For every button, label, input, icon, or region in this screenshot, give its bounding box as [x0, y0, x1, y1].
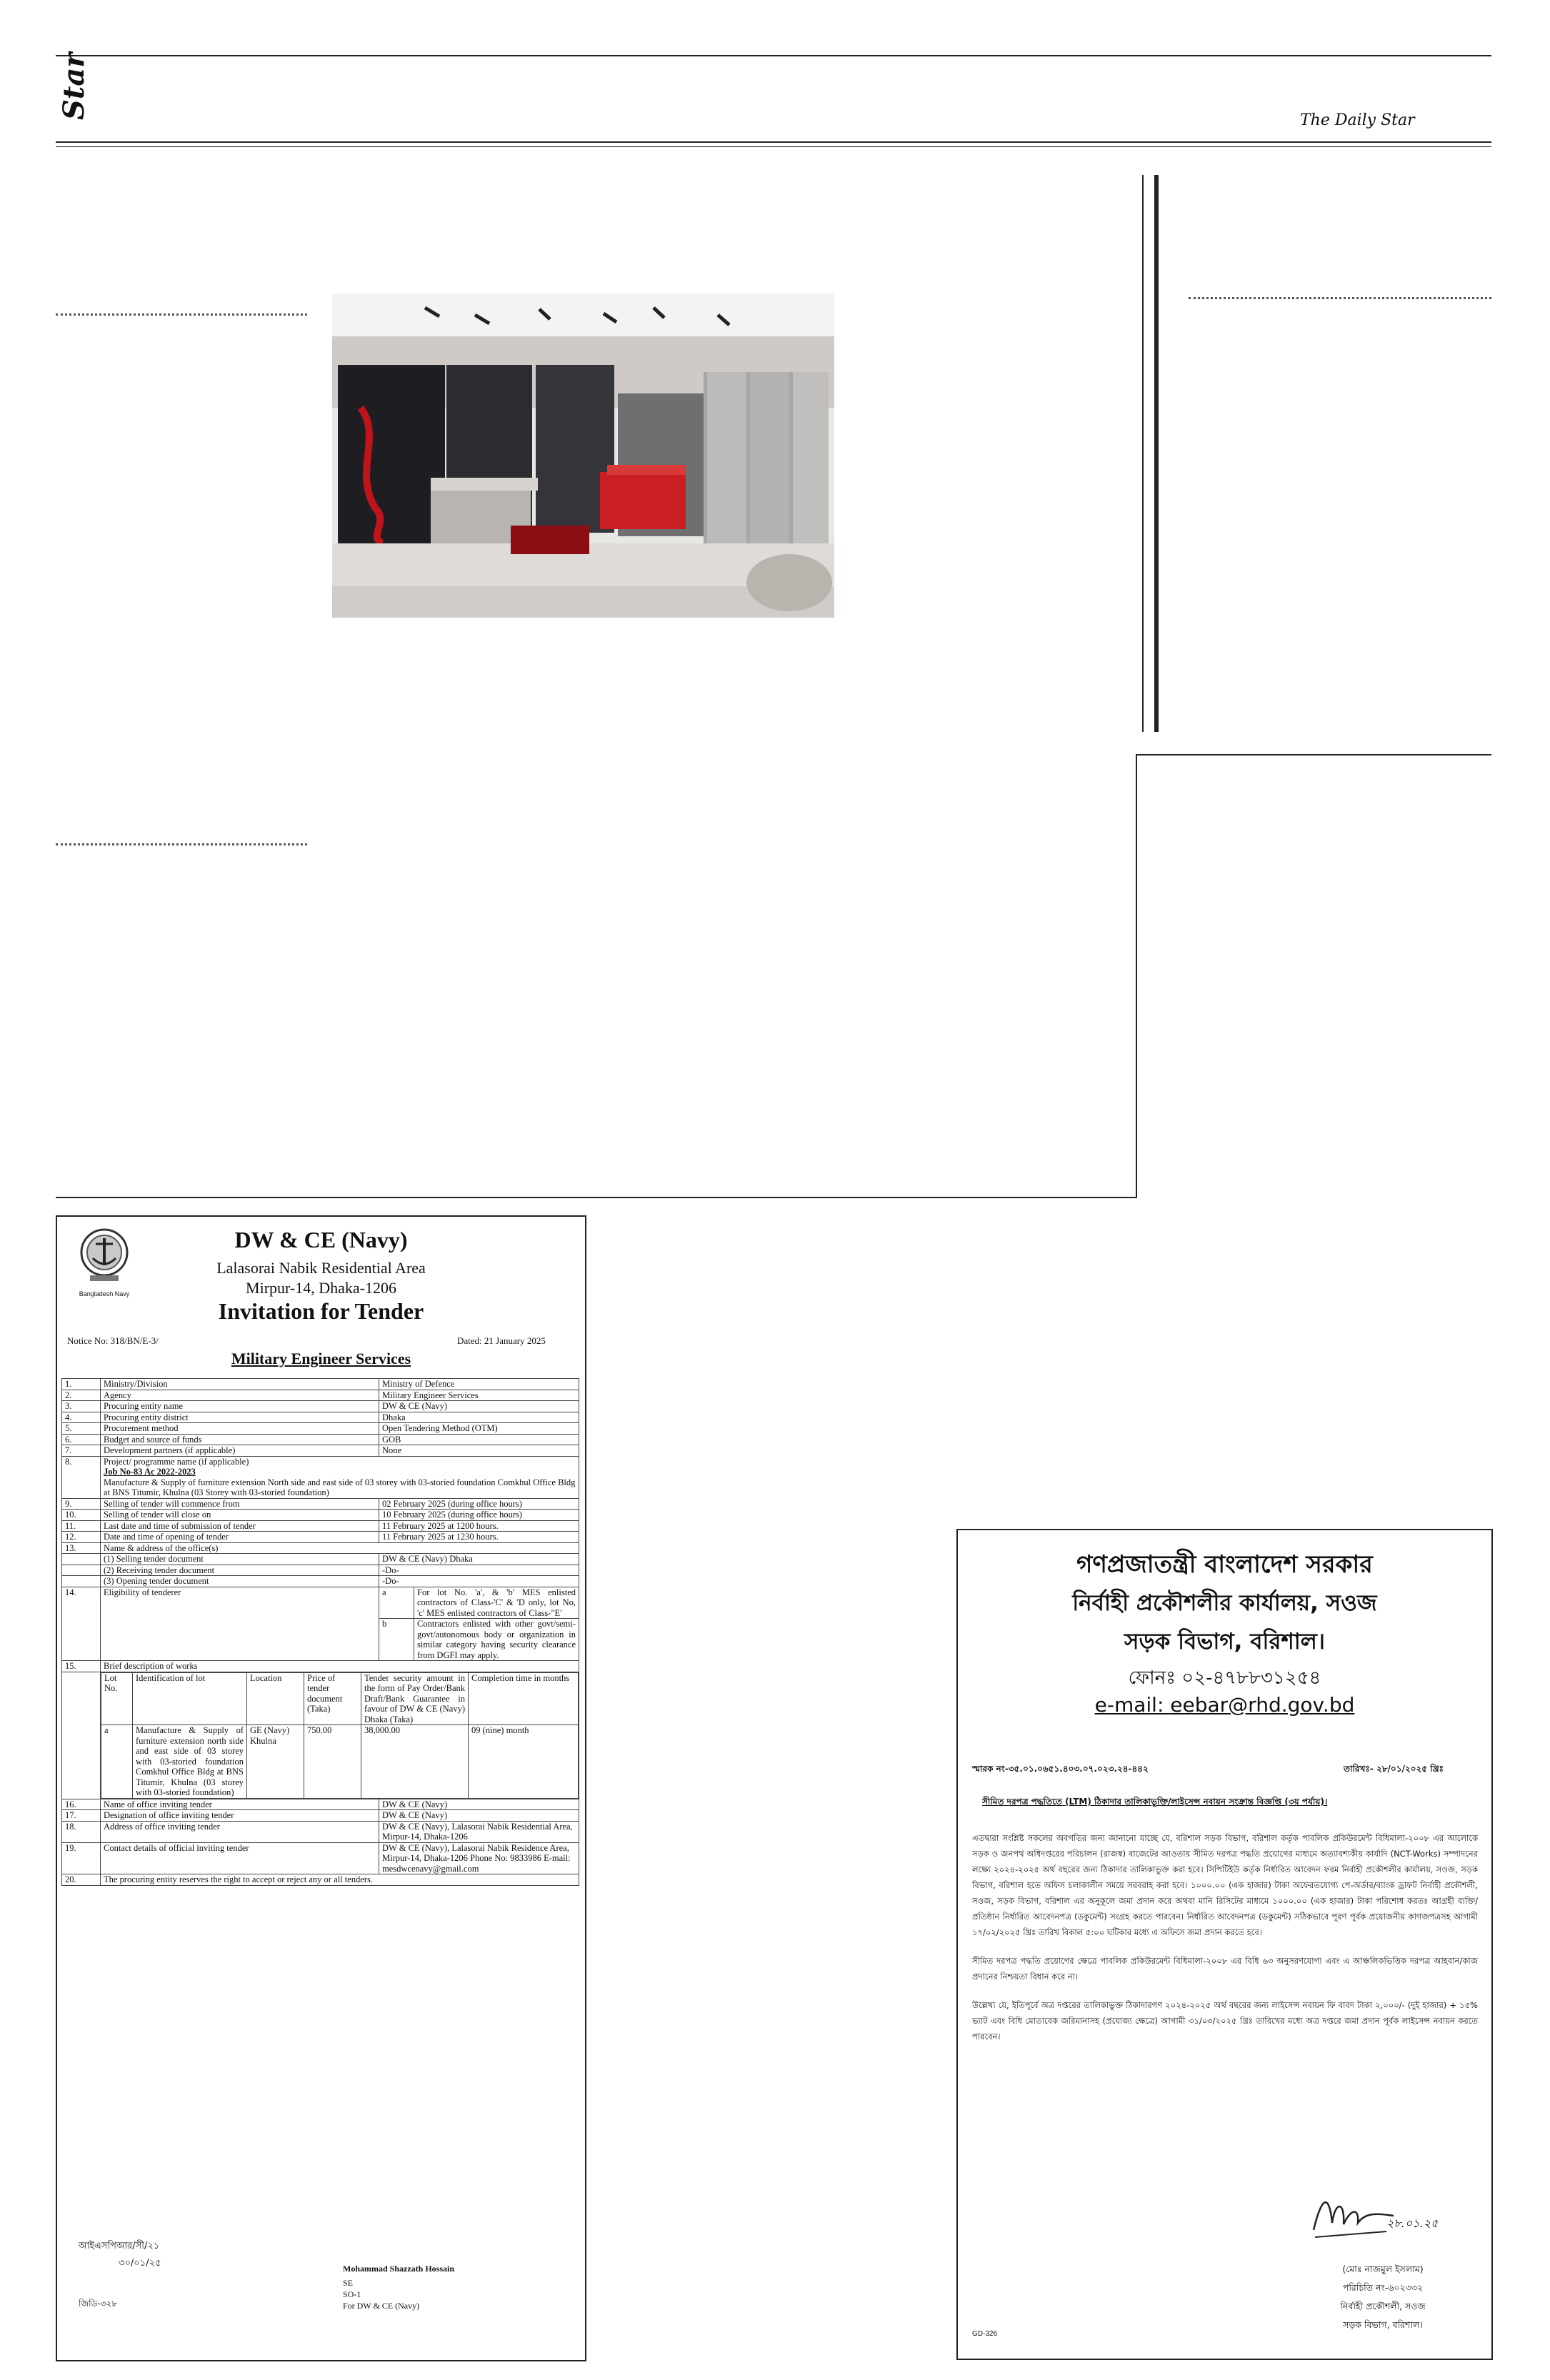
- table-row: [62, 1874, 579, 1886]
- eligibility-cell: [379, 1587, 579, 1661]
- works-cell: 38,000.00: [361, 1725, 469, 1799]
- paragraph-1: এতদ্বারা সংশ্লিষ্ট সকলের অবগতির জন্য জানানো যাচ্ছে যে, বরিশাল সড়ক বিভাগ, বরিশাল কর্তৃক পাবলিক প্রকিউরমেন্ট বিধিমালা-২০০৮ এর আলোকে সড়ক ও জনপথ অধিদপ্তরের পরিচালন (রাজস্ব) বাজেটের আওতায় সীমিত দরপত্র পদ্ধতি প্রয়োগের মাধ্যমে অত্যাবশ্যকীয় কার্যাদি (NCT-Works) সম্পাদনের লক্ষ্যে ২০২৪-২০২৫ অর্থ বছরের জন্য ঠিকাদার তালিকাভুক্ত করা হবে। সিপিটিইউ কর্তৃক নির্ধারিত আবেদন ফরম নির্বাহী প্রকৌশলীর কার্যালয়, সওজ, সড়ক বিভাগ, বরিশাল হতে অফিস চলাকালীন সময়ে সরবরাহ করা হবে। ১০০০.০০ (এক হাজার) টাকা অফেরতযোগ্য পে-অর্ডার/ব্যাংক ড্রাফট নির্বাহী প্রকৌশলী, সওজ, সড়ক বিভাগ, বরিশাল এর অনুকূলে জমা প্রদান করে অথবা মানি রিসিটের মাধ্যমে ১০০০.০০ (এক হাজার) টাকা পরিশোধ করতঃ আগ্রহী ব্যক্তি/প্রতিষ্ঠান নির্ধারিত আবেদনপত্র (ডকুমেন্ট) সংগ্রহ করতে পারবেন। নির্ধারিত আবেদনপত্র (ডকুমেন্ট) সঠিকভাবে পূরণ পূর্বক প্রয়োজনীয় কাগজপত্রসহ আগামী ১৭/০২/২০২৫ খ্রিঃ তারিখ বিকাল ৫:০০ ঘটিকার মধ্যে এ অফিসে জমা প্রদান করতে হবে।: [972, 1833, 1478, 1937]
- works-cell: 09 (nine) month: [469, 1725, 579, 1799]
- row-value: 02 February 2025 (during office hours): [379, 1498, 579, 1510]
- notice-body: [972, 1830, 1478, 2044]
- row-number: 18.: [62, 1821, 101, 1842]
- bangla-signer-name: (মোঃ নাজমুল ইসলাম): [1342, 2264, 1424, 2274]
- signer-line3: SO-1: [343, 2289, 361, 2299]
- works-table-row: [62, 1672, 579, 1799]
- tender-table: [61, 1378, 579, 1886]
- row-value: DW & CE (Navy): [379, 1799, 579, 1810]
- masthead-logo: The Daily Star: [1300, 111, 1415, 129]
- table-row: [62, 1799, 579, 1810]
- row-value: DW & CE (Navy), Lalasorai Nabik Residential Area, Mirpur-14, Dhaka-1206: [379, 1821, 579, 1842]
- row-number: 4.: [62, 1412, 101, 1423]
- row-label: Name & address of the office(s): [101, 1542, 579, 1554]
- bangla-signer-designation: নির্বাহী প্রকৌশলী, সওজ: [1340, 2301, 1426, 2311]
- isp-code: আইএসপিআর/সী/২১: [79, 2241, 160, 2251]
- row-label: Selling of tender will commence from: [101, 1498, 379, 1510]
- bangla-signer-id: পরিচিতি নং-৬০২৩৩২: [1342, 2282, 1424, 2293]
- bangla-signer-office: সড়ক বিভাগ, বরিশাল।: [1343, 2319, 1423, 2330]
- notice-subject: সীমিত দরপত্র পদ্ধতিতে (LTM) ঠিকাদার তালিকাভুক্তি/লাইসেন্স নবায়ন সংক্রান্ত বিজ্ঞপ্তি (৩য় পর্যায়)।: [982, 1797, 1328, 1807]
- works-header: Lot No.: [101, 1672, 133, 1725]
- job-description: Manufacture & Supply of furniture extension North side and east side of 03 storey with 03-storied foundation Comkhul Office Bldg at BNS Titumir, Khulna (03 Storey with 03-storied foundation): [104, 1477, 576, 1497]
- eligibility-a: For lot No. 'a', & 'b' MES enlisted contractors of Class-'C' & 'D only, lot No, 'c' MES enlisted contractors of Class-"E': [414, 1587, 579, 1619]
- table-row: [62, 1520, 579, 1532]
- row-value: Military Engineer Services: [379, 1390, 579, 1401]
- works-header: Tender security amount in the form of Pay Order/Bank Draft/Bank Guarantee in favour of DW & CE (Navy) Dhaka (Taka): [361, 1672, 469, 1725]
- signature-date: ২৮.০১.২৫: [1386, 2216, 1439, 2230]
- tender-title: Invitation for Tender: [218, 1298, 424, 1324]
- row-number: 6.: [62, 1434, 101, 1445]
- works-header-row: [101, 1672, 579, 1725]
- table-row: [62, 1532, 579, 1543]
- works-cell: GE (Navy) Khulna: [247, 1725, 304, 1799]
- row-label: Brief description of works: [101, 1661, 579, 1672]
- section-bottom-rule: [56, 1197, 1137, 1198]
- row-label: Contact details of official inviting tender: [101, 1842, 379, 1874]
- table-row: [62, 1456, 579, 1498]
- table-row: [62, 1576, 579, 1587]
- tender-address-line1: Lalasorai Nabik Residential Area: [216, 1259, 426, 1277]
- works-header: Location: [247, 1672, 304, 1725]
- table-row: [62, 1565, 579, 1576]
- row-number: [62, 1554, 101, 1565]
- row-label: Designation of office inviting tender: [101, 1810, 379, 1822]
- works-cell: a: [101, 1725, 133, 1799]
- table-row: [62, 1821, 579, 1842]
- emblem-caption: Bangladesh Navy: [79, 1290, 130, 1297]
- top-rule: [56, 55, 1491, 56]
- row-value: DW & CE (Navy): [379, 1810, 579, 1822]
- table-row: [62, 1401, 579, 1412]
- row-number: 7.: [62, 1445, 101, 1457]
- office-label: (1) Selling tender document: [101, 1554, 379, 1565]
- box-top-rule: [1136, 754, 1491, 755]
- column-divider-dotted: [56, 843, 307, 845]
- works-header: Price of tender document (Taka): [304, 1672, 361, 1725]
- row-value: DW & CE (Navy): [379, 1401, 579, 1412]
- eligibility-b: Contractors enlisted with other govt/semi-govt/autonomous body or organization in similar category having security clearance from DGFI may apply.: [417, 1619, 576, 1660]
- works-cell: 750.00: [304, 1725, 361, 1799]
- row-number: 3.: [62, 1401, 101, 1412]
- tender-advertisement: [56, 1215, 586, 2361]
- row-label: Address of office inviting tender: [101, 1821, 379, 1842]
- row-label: Eligibility of tenderer: [101, 1587, 379, 1661]
- row-value: 11 February 2025 at 1200 hours.: [379, 1520, 579, 1532]
- header-rule-2: [56, 146, 1491, 147]
- row-number: 19.: [62, 1842, 101, 1874]
- notice-number: Notice No: 318/BN/E-3/: [67, 1335, 159, 1346]
- column-rule: [1142, 175, 1144, 732]
- table-row: [62, 1498, 579, 1510]
- works-table: [101, 1672, 579, 1799]
- star-logo: Star: [57, 52, 91, 120]
- row-label: Development partners (if applicable): [101, 1445, 379, 1457]
- table-row: [62, 1379, 579, 1390]
- row-value: None: [379, 1445, 579, 1457]
- row-value: GOB: [379, 1434, 579, 1445]
- row-label: Date and time of opening of tender: [101, 1532, 379, 1543]
- office-value: DW & CE (Navy) Dhaka: [379, 1554, 579, 1565]
- row-value: 11 February 2025 at 1230 hours.: [379, 1532, 579, 1543]
- notice-email: e-mail: eebar@rhd.gov.bd: [1094, 1693, 1355, 1717]
- row-label: Agency: [101, 1390, 379, 1401]
- table-row: [62, 1810, 579, 1822]
- row-number: 5.: [62, 1423, 101, 1435]
- works-cell: [101, 1672, 579, 1799]
- row-label: The procuring entity reserves the right to accept or reject any or all tenders.: [101, 1874, 579, 1886]
- signer-line2: SE: [343, 2278, 354, 2288]
- row-value: Dhaka: [379, 1412, 579, 1423]
- office-label: (3) Opening tender document: [101, 1576, 379, 1587]
- row-number: 15.: [62, 1661, 101, 1672]
- tender-subtitle: Military Engineer Services: [231, 1350, 411, 1367]
- works-header: Identification of lot: [133, 1672, 247, 1725]
- row-number: 11.: [62, 1520, 101, 1532]
- row-number: 14.: [62, 1587, 101, 1661]
- project-label: Project/ programme name (if applicable): [104, 1456, 249, 1467]
- notice-date: Dated: 21 January 2025: [457, 1335, 546, 1346]
- signer-block: [1294, 2260, 1472, 2334]
- row-label: Budget and source of funds: [101, 1434, 379, 1445]
- works-header: Completion time in months: [469, 1672, 579, 1725]
- works-cell: Manufacture & Supply of furniture extension north side and east side of 03 storey with 03-storied foundation Comkhul Office Bldg at BNS Titumir, Khulna (03 storey with 03-storied foundation): [133, 1725, 247, 1799]
- notice-phone: ফোনঃ ০২-৪৭৮৮৩১২৫৪: [1128, 1667, 1321, 1689]
- table-row: [62, 1423, 579, 1435]
- notice-title-3: সড়ক বিভাগ, বরিশাল।: [1124, 1629, 1325, 1655]
- table-row: [62, 1842, 579, 1874]
- row-value: Open Tendering Method (OTM): [379, 1423, 579, 1435]
- row-number: 10.: [62, 1510, 101, 1521]
- row-value: DW & CE (Navy), Lalasorai Nabik Residence Area, Mirpur-14, Dhaka-1206 Phone No: 9833986 E-mail: mesdwcenavy@gmail.com: [379, 1842, 579, 1874]
- row-label: Last date and time of submission of tender: [101, 1520, 379, 1532]
- table-row: [62, 1542, 579, 1554]
- column-rule: [1136, 754, 1137, 1198]
- table-row: [62, 1434, 579, 1445]
- showroom-photo: [332, 293, 834, 618]
- column-divider-dotted: [56, 313, 307, 316]
- row-label: [101, 1456, 579, 1498]
- row-label: Procurement method: [101, 1423, 379, 1435]
- row-value: 10 February 2025 (during office hours): [379, 1510, 579, 1521]
- row-label: Procuring entity district: [101, 1412, 379, 1423]
- row-number: [62, 1565, 101, 1576]
- paragraph-2: সীমিত দরপত্র পদ্ধতি প্রয়োগের ক্ষেত্রে পাবলিক প্রকিউরমেন্ট বিধিমালা-২০০৮ এর বিধি ৬৩ অনুসরণযোগ্য এবং এ আঞ্চলিকভিত্তিক দরপত্র আহবান/কাজ প্রদানের নিশ্চয়তা বিধান করে না।: [972, 1956, 1478, 1982]
- job-number: Job No-83 Ac 2022-2023: [104, 1467, 196, 1477]
- table-row: [62, 1445, 579, 1457]
- row-number: [62, 1576, 101, 1587]
- row-number: 17.: [62, 1810, 101, 1822]
- notice-title-1: গণপ্রজাতন্ত্রী বাংলাদেশ সরকার: [1076, 1550, 1373, 1579]
- eligibility-key: a: [379, 1587, 414, 1619]
- table-row: [62, 1412, 579, 1423]
- row-number: 12.: [62, 1532, 101, 1543]
- row-number: 2.: [62, 1390, 101, 1401]
- row-label: Name of office inviting tender: [101, 1799, 379, 1810]
- row-number: 8.: [62, 1456, 101, 1498]
- row-number: 20.: [62, 1874, 101, 1886]
- column-rule-thick: [1154, 175, 1159, 732]
- tender-address-line2: Mirpur-14, Dhaka-1206: [246, 1279, 396, 1297]
- eligibility-key: b: [379, 1619, 414, 1661]
- table-row: [62, 1554, 579, 1565]
- bangla-notice: [956, 1529, 1493, 2360]
- office-value: -Do-: [379, 1576, 579, 1587]
- memo-date: তারিখঃ- ২৮/০১/২০২৫ খ্রিঃ: [1344, 1764, 1444, 1774]
- signer-line4: For DW & CE (Navy): [343, 2301, 420, 2311]
- works-data-row: [101, 1725, 579, 1799]
- office-label: (2) Receiving tender document: [101, 1565, 379, 1576]
- row-label: Procuring entity name: [101, 1401, 379, 1412]
- table-row: [62, 1510, 579, 1521]
- row-number: 1.: [62, 1379, 101, 1390]
- isp-date: ৩০/০১/২৫: [119, 2258, 161, 2269]
- row-label: Ministry/Division: [101, 1379, 379, 1390]
- tender-org: DW & CE (Navy): [234, 1227, 408, 1252]
- table-row: [62, 1661, 579, 1672]
- notice-title-2: নির্বাহী প্রকৌশলীর কার্যালয়, সওজ: [1072, 1590, 1377, 1616]
- row-value: Ministry of Defence: [379, 1379, 579, 1390]
- gd-number: GD-326: [972, 2330, 998, 2338]
- office-value: -Do-: [379, 1565, 579, 1576]
- column-divider-dotted: [1189, 297, 1491, 299]
- row-number: 16.: [62, 1799, 101, 1810]
- memo-number: স্মারক নং-৩৫.০১.০৬৫১.৪০৩.০৭.০২৩.২৪-৪৪২: [972, 1764, 1149, 1774]
- signer-name: Mohammad Shazzath Hossain: [343, 2264, 455, 2274]
- row-label: Selling of tender will close on: [101, 1510, 379, 1521]
- header-rule-1: [56, 141, 1491, 143]
- row-number: 9.: [62, 1498, 101, 1510]
- table-row: [62, 1390, 579, 1401]
- row-number: 13.: [62, 1542, 101, 1554]
- paragraph-3: উল্লেখ্য যে, ইতিপূর্বে অত্র দপ্তরের তালিকাভুক্ত ঠিকাদারগণ ২০২৪-২০২৫ অর্থ বছরের জন্য লাইসেন্স নবায়ন ফি বাবদ টাকা ২,০০০/- (দুই হাজার) + ১৫% ভ্যাট এবং বিধি মোতাবেক জরিমানাসহ (প্রযোজ্য ক্ষেত্রে) আগামী ৩১/০৩/২০২৫ খ্রিঃ তারিখের মধ্যে অত্র দপ্তরে জমা প্রদান পূর্বক লাইসেন্স নবায়ন করতে পারবেন।: [972, 2000, 1478, 2042]
- gd-number: জিডি-৩২৮: [79, 2299, 118, 2309]
- refrigerator-showroom-image: [332, 293, 834, 618]
- tender-table-wrap: [61, 1378, 579, 1886]
- table-row: [62, 1587, 579, 1661]
